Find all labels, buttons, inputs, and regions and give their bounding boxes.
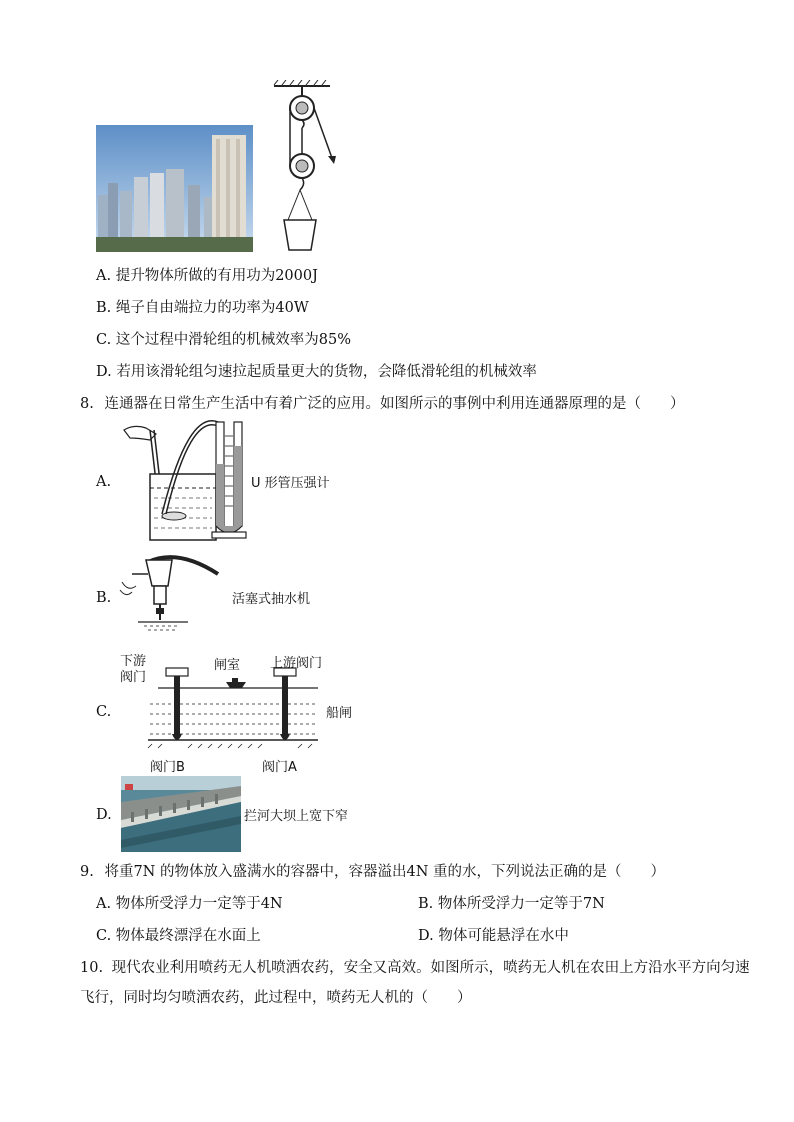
q9-option-a: [96, 894, 283, 914]
q8-option-a-caption: U 形管压强计: [251, 476, 330, 491]
upstream-gate-label: 上游阀门: [270, 656, 323, 671]
q8-option-b-caption: 活塞式抽水机: [232, 592, 311, 607]
q8-number: 8.: [80, 396, 94, 412]
q9-stem: [80, 862, 665, 882]
skyline-photo: [96, 125, 253, 252]
q7-option-d-text: 若用该滑轮组匀速拉起质量更大的货物，会降低滑轮组的机械效率: [116, 364, 537, 380]
q8-option-a-letter: A.: [96, 474, 112, 490]
q7-option-b: [96, 298, 309, 318]
q8-option-d-letter: D.: [96, 807, 112, 823]
q8-option-d-caption: 拦河大坝上宽下窄: [244, 809, 349, 824]
q7-option-c-text: 这个过程中滑轮组的机械效率为85%: [115, 332, 352, 348]
downstream-gate-label-line2: 阀门: [120, 670, 147, 685]
q9-option-c-letter: C.: [96, 928, 112, 944]
q10-number: 10.: [80, 960, 104, 976]
downstream-gate-label: [120, 654, 146, 686]
q8-stem-text: 连通器在日常生产生活中有着广泛的应用。如图所示的事例中利用连通器原理的是（ ）: [104, 396, 685, 412]
q9-option-b-letter: B.: [418, 896, 434, 912]
q7-option-d: [96, 362, 537, 382]
piston-pump-diagram: [118, 552, 228, 636]
q9-option-c-text: 物体最终漂浮在水面上: [115, 928, 261, 944]
q7-option-a-text: 提升物体所做的有用功为2000J: [115, 268, 318, 284]
q10-stem-line2: 飞行，同时均匀喷洒农药，此过程中，喷药无人机的（ ）: [80, 990, 472, 1006]
q9-option-b-text: 物体所受浮力一定等于7N: [437, 896, 605, 912]
q7-option-a: [96, 266, 318, 286]
q9-option-a-letter: A.: [96, 896, 112, 912]
q10-stem-text-1: 现代农业利用喷药无人机喷洒农药，安全又高效。如图所示，喷药无人机在农田上方沿水平方向匀速: [111, 960, 750, 976]
q7-option-d-letter: D.: [96, 364, 112, 380]
q9-option-a-text: 物体所受浮力一定等于4N: [115, 896, 283, 912]
q8-option-c-letter: C.: [96, 704, 112, 720]
q7-option-b-text: 绳子自由端拉力的功率为40W: [115, 300, 309, 316]
q9-option-b: [418, 894, 605, 914]
q9-stem-text: 将重7N 的物体放入盛满水的容器中，容器溢出4N 重的水，下列说法正确的是（ ）: [104, 864, 665, 880]
q10-stem-line1: [80, 958, 750, 978]
pulley-system-diagram: [268, 80, 348, 258]
q9-number: 9.: [80, 864, 94, 880]
q8-stem: [80, 394, 684, 414]
valve-b-label: 阀门B: [150, 760, 185, 775]
q7-option-c-letter: C.: [96, 332, 112, 348]
q7-option-a-letter: A.: [96, 268, 112, 284]
q7-option-b-letter: B.: [96, 300, 112, 316]
q9-option-d-text: 物体可能悬浮在水中: [438, 928, 569, 944]
valve-a-label: 阀门A: [262, 760, 297, 775]
lock-chamber-label: 闸室: [214, 658, 241, 673]
q9-option-d: [418, 926, 569, 946]
dam-photo: [121, 776, 241, 852]
q9-option-c: [96, 926, 261, 946]
q7-option-c: [96, 330, 351, 350]
q9-option-d-letter: D.: [418, 928, 434, 944]
u-tube-manometer-diagram: [118, 416, 253, 544]
q8-option-b-letter: B.: [96, 590, 112, 606]
downstream-gate-label-line1: 下游: [120, 654, 147, 669]
q8-option-c-caption: 船闸: [326, 706, 353, 721]
